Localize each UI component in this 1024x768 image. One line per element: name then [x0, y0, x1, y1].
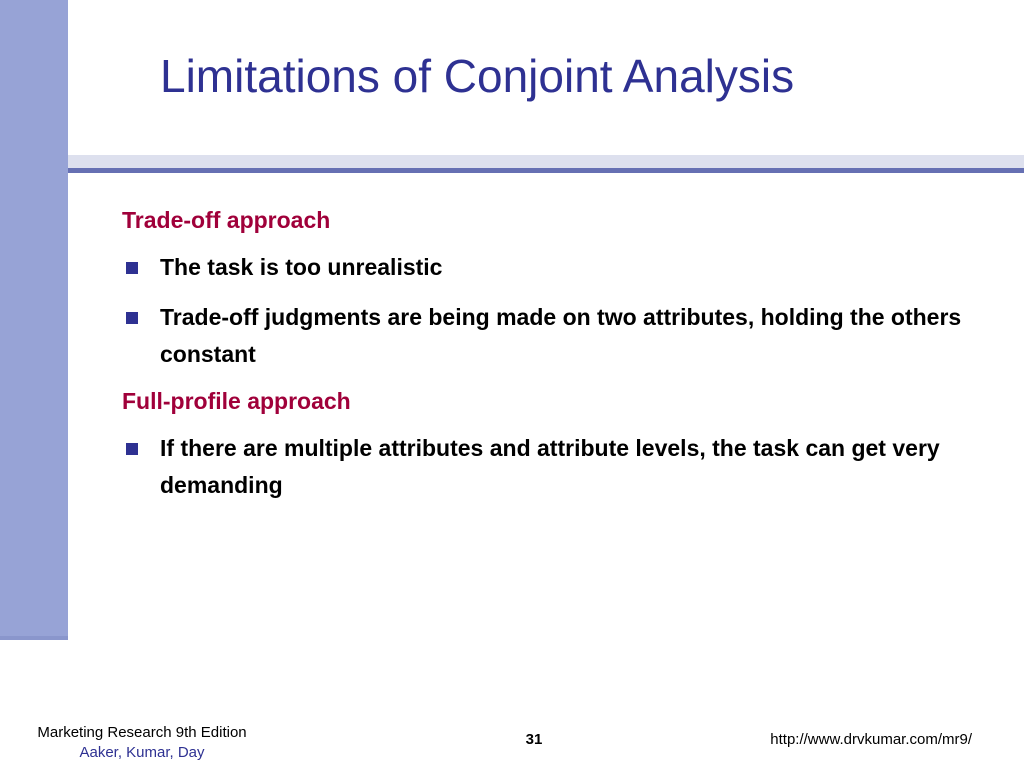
footer-book-title: Marketing Research 9th Edition	[37, 724, 247, 741]
bullet-item	[122, 430, 972, 504]
bullet-item	[122, 249, 972, 286]
square-bullet-icon	[126, 443, 138, 455]
slide-content	[122, 204, 972, 504]
section-heading-trade-off: Trade-off approach	[122, 207, 331, 233]
slide-title: Limitations of Conjoint Analysis	[160, 50, 795, 102]
bullet-item	[122, 299, 972, 373]
bullet-text: If there are multiple attributes and attribute levels, the task can get very demanding	[160, 435, 940, 498]
footer-url: http://www.drvkumar.com/mr9/	[770, 731, 972, 748]
bullet-text: The task is too unrealistic	[160, 254, 443, 280]
square-bullet-icon	[126, 312, 138, 324]
left-accent-bar-edge	[0, 636, 68, 640]
title-underline-band	[68, 155, 1024, 168]
section-heading-full-profile: Full-profile approach	[122, 388, 351, 414]
footer-authors: Aaker, Kumar, Day	[79, 744, 205, 761]
title-underline-rule	[68, 168, 1024, 173]
footer-book-info	[18, 723, 266, 763]
page-number: 31	[525, 731, 543, 748]
square-bullet-icon	[126, 262, 138, 274]
left-accent-bar	[0, 0, 68, 640]
bullet-text: Trade-off judgments are being made on two attributes, holding the others constant	[160, 304, 962, 367]
